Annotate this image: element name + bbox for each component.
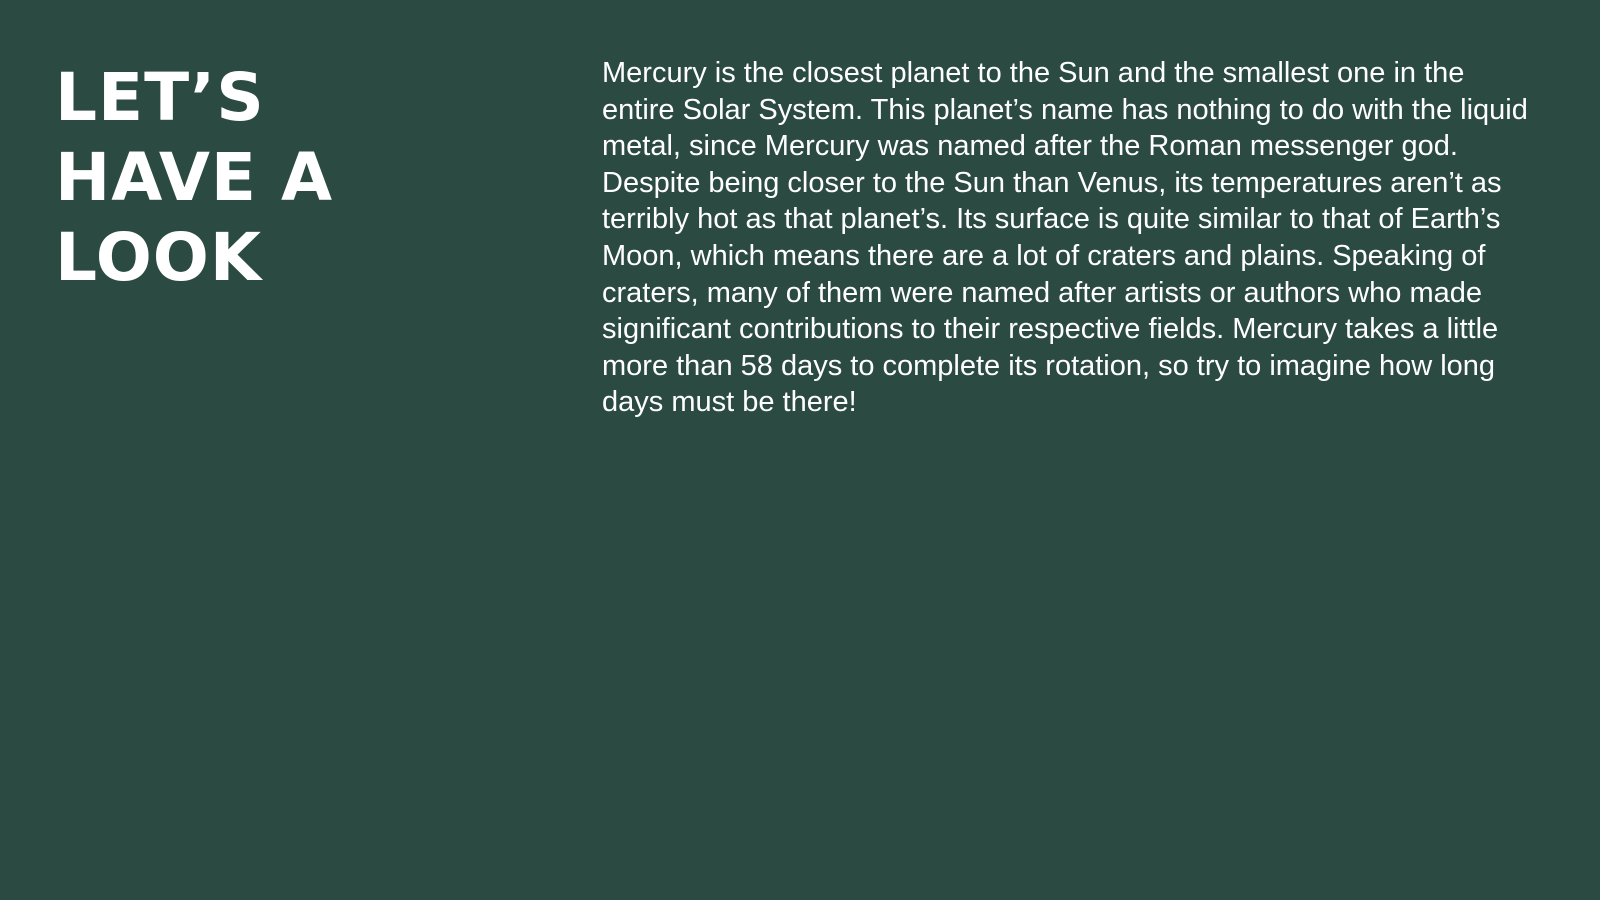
slide-title-line-2: HAVE A <box>55 139 334 216</box>
slide-title <box>55 58 515 298</box>
slide-title-line-3: LOOK <box>55 219 263 296</box>
slide-body-text: Mercury is the closest planet to the Sun and the smallest one in the entire Solar System. This planet’s name has nothing to do with the liquid metal, since Mercury was named after the Roman messenger god. Despite being closer to the Sun than Venus, its temperatures aren’t as terribly hot as that planet’s. Its surface is quite similar to that of Earth’s Moon, which means there are a lot of craters and plains. Speaking of craters, many of them were named after artists or authors who made significant contributions to their respective fields. Mercury takes a little more than 58 days to complete its rotation, so try to imagine how long days must be there! <box>602 57 1528 419</box>
slide-title-line-1: LET’S <box>55 59 265 136</box>
